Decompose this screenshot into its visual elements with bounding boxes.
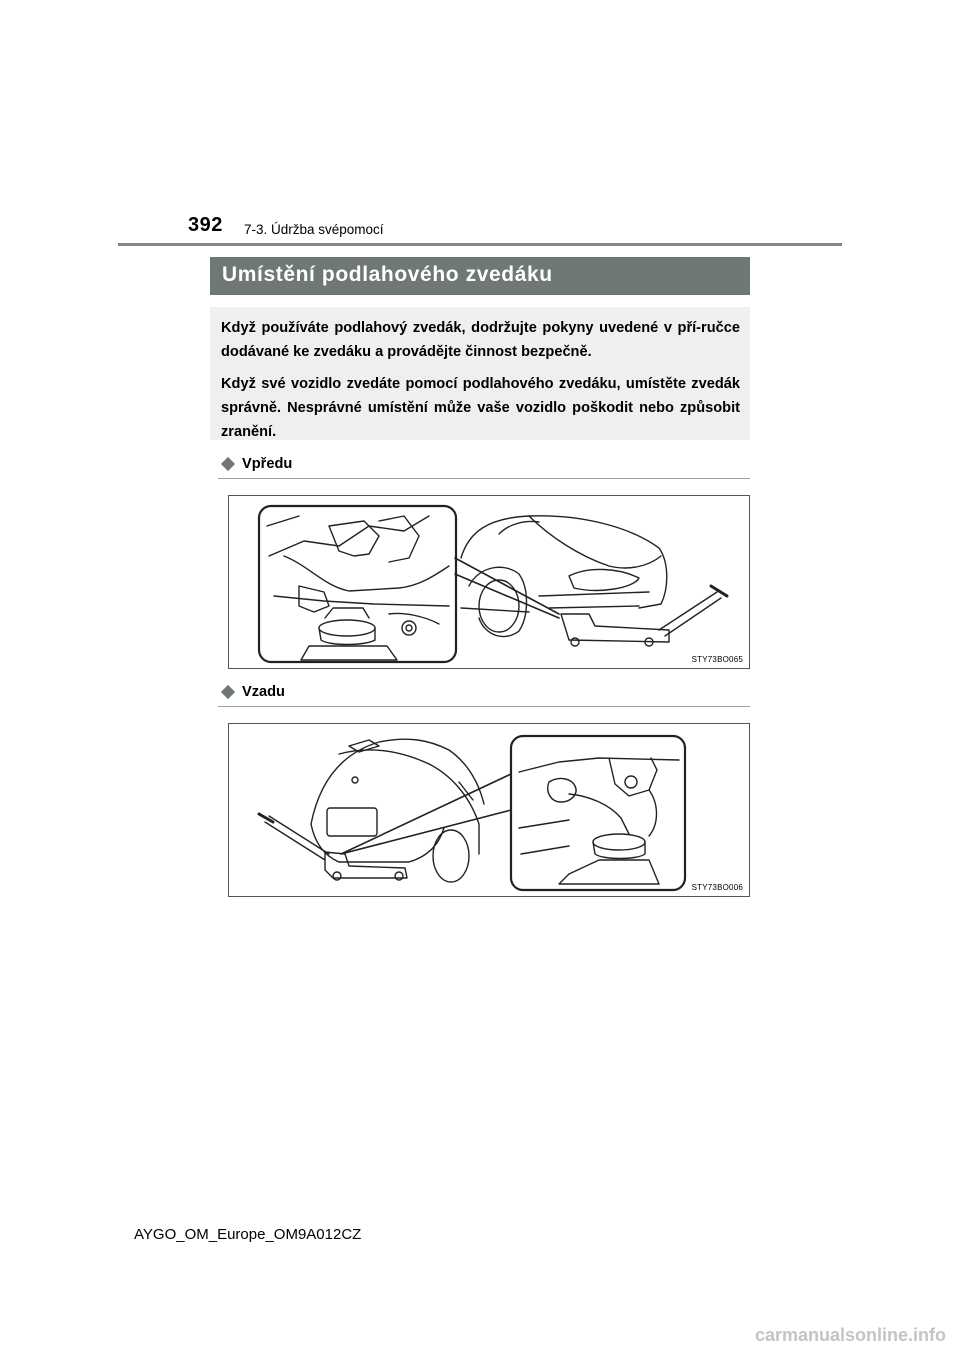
footer-document-id: AYGO_OM_Europe_OM9A012CZ xyxy=(134,1226,362,1243)
watermark: carmanualsonline.info xyxy=(754,1325,946,1345)
intro-paragraph: Když své vozidlo zvedáte pomocí podlahového zvedáku, umístěte zvedák správně. Nesprávné umístění může vaše vozidlo poškodit nebo způsobit zranění. xyxy=(221,376,740,440)
header-rule xyxy=(118,243,842,246)
intro-paragraph: Když používáte podlahový zvedák, dodržujte pokyny uvedené v pří-ručce dodávané ke zvedáku a provádějte činnost bezpečně. xyxy=(221,320,740,360)
rear-heading-rule xyxy=(218,706,750,707)
front-jack-illustration xyxy=(229,496,749,668)
intro-box xyxy=(210,307,750,440)
front-jack-figure xyxy=(228,495,750,669)
rear-jack-illustration xyxy=(229,724,749,896)
page-number: 392 xyxy=(188,214,223,236)
rear-jack-figure xyxy=(228,723,750,897)
rear-heading xyxy=(220,684,285,700)
rear-heading-label: Vzadu xyxy=(242,684,285,700)
front-heading-rule xyxy=(218,478,750,479)
diamond-bullet-icon xyxy=(221,457,235,471)
breadcrumb: 7-3. Údržba svépomocí xyxy=(244,222,384,237)
front-heading xyxy=(220,456,292,472)
diamond-bullet-icon xyxy=(221,685,235,699)
front-heading-label: Vpředu xyxy=(242,456,293,472)
front-figure-code: STY73BO065 xyxy=(691,655,743,664)
section-title: Umístění podlahového zvedáku xyxy=(210,257,750,295)
rear-figure-code: STY73BO006 xyxy=(691,883,743,892)
